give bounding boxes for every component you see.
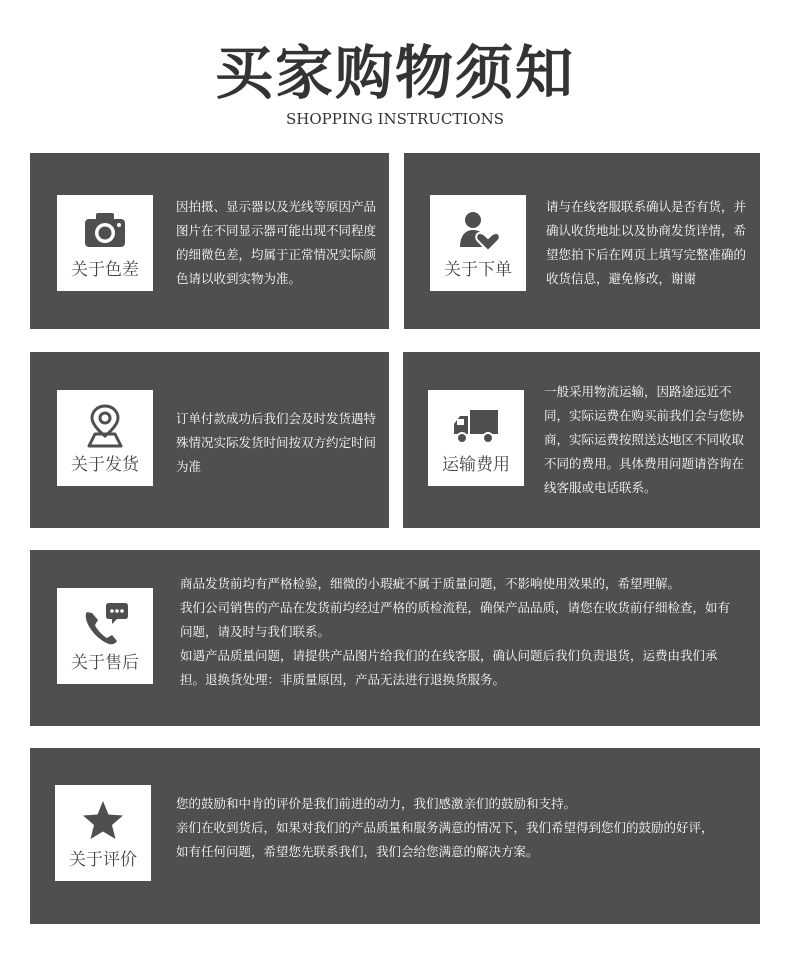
section-label: 关于下单: [444, 260, 512, 280]
section-paragraph: 订单付款成功后我们会及时发货遇特殊情况实际发货时间按双方约定时间为准: [176, 411, 377, 474]
icon-box: [428, 390, 524, 486]
section-paragraph: 如遇产品质量问题，请提供产品图片给我们的在线客服，确认问题后我们负责退货，运费由我们承担。退换货处理：非质量原因，产品无法进行退换货服务。: [180, 648, 718, 687]
section-text: [544, 380, 746, 500]
page-title: 买家购物须知: [214, 39, 575, 107]
user-heart-icon: [454, 207, 502, 255]
panel-ordering: [404, 153, 760, 329]
section-paragraph: 因拍摄、显示器以及光线等原因产品图片在不同显示器可能出现不同程度的细微色差，均属于正常情况实际颜色请以收到实物为准。: [176, 199, 377, 286]
phone-chat-icon: [81, 600, 129, 648]
section-text: [176, 792, 742, 864]
icon-box: [57, 195, 153, 291]
section-label: 运输费用: [442, 455, 510, 475]
section-text: [546, 195, 746, 291]
section-paragraph: 如有任何问题，希望您先联系我们，我们会给您满意的解决方案。: [176, 844, 539, 859]
icon-box: [57, 588, 153, 684]
panel-freight: [403, 352, 760, 528]
section-text: [176, 407, 376, 479]
panel-reviews: [30, 748, 760, 924]
page-subtitle: SHOPPING INSTRUCTIONS: [285, 110, 504, 128]
section-paragraph: 请与在线客服联系确认是否有货，并确认收货地址以及协商发货详情，希望您拍下后在网页上填写完整准确的收货信息，避免修改，谢谢: [546, 199, 747, 286]
section-label: 关于评价: [69, 850, 137, 870]
icon-box: [430, 195, 526, 291]
camera-icon: [81, 207, 129, 255]
section-label: 关于发货: [71, 455, 139, 475]
panel-color-difference: [30, 153, 389, 329]
icon-box: [57, 390, 153, 486]
panel-shipping: [30, 352, 389, 528]
truck-icon: [452, 402, 500, 450]
section-label: 关于色差: [71, 260, 139, 280]
section-paragraph: 我们公司销售的产品在发货前均经过严格的质检流程，确保产品品质，请您在收货前仔细检查，如有问题，请及时与我们联系。: [180, 600, 731, 639]
section-paragraph: 商品发货前均有严格检验，细微的小瑕疵不属于质量问题，不影响使用效果的，希望理解。: [180, 576, 681, 591]
panel-after-sales: [30, 550, 760, 726]
section-paragraph: 亲们在收到货后，如果对我们的产品质量和服务满意的情况下，我们希望得到您们的鼓励的好评，: [176, 820, 714, 835]
icon-box: [55, 785, 151, 881]
location-pin-icon: [81, 402, 129, 450]
section-text: [176, 195, 376, 291]
section-paragraph: 一般采用物流运输，因路途远近不同，实际运费在购买前我们会与您协商，实际运费按照送达地区不同收取不同的费用。具体费用问题请咨询在线客服或电话联系。: [544, 384, 745, 495]
section-paragraph: 您的鼓励和中肯的评价是我们前进的动力，我们感激亲们的鼓励和支持。: [176, 796, 577, 811]
star-icon: [79, 797, 127, 845]
section-label: 关于售后: [71, 653, 139, 673]
section-text: [180, 572, 742, 692]
